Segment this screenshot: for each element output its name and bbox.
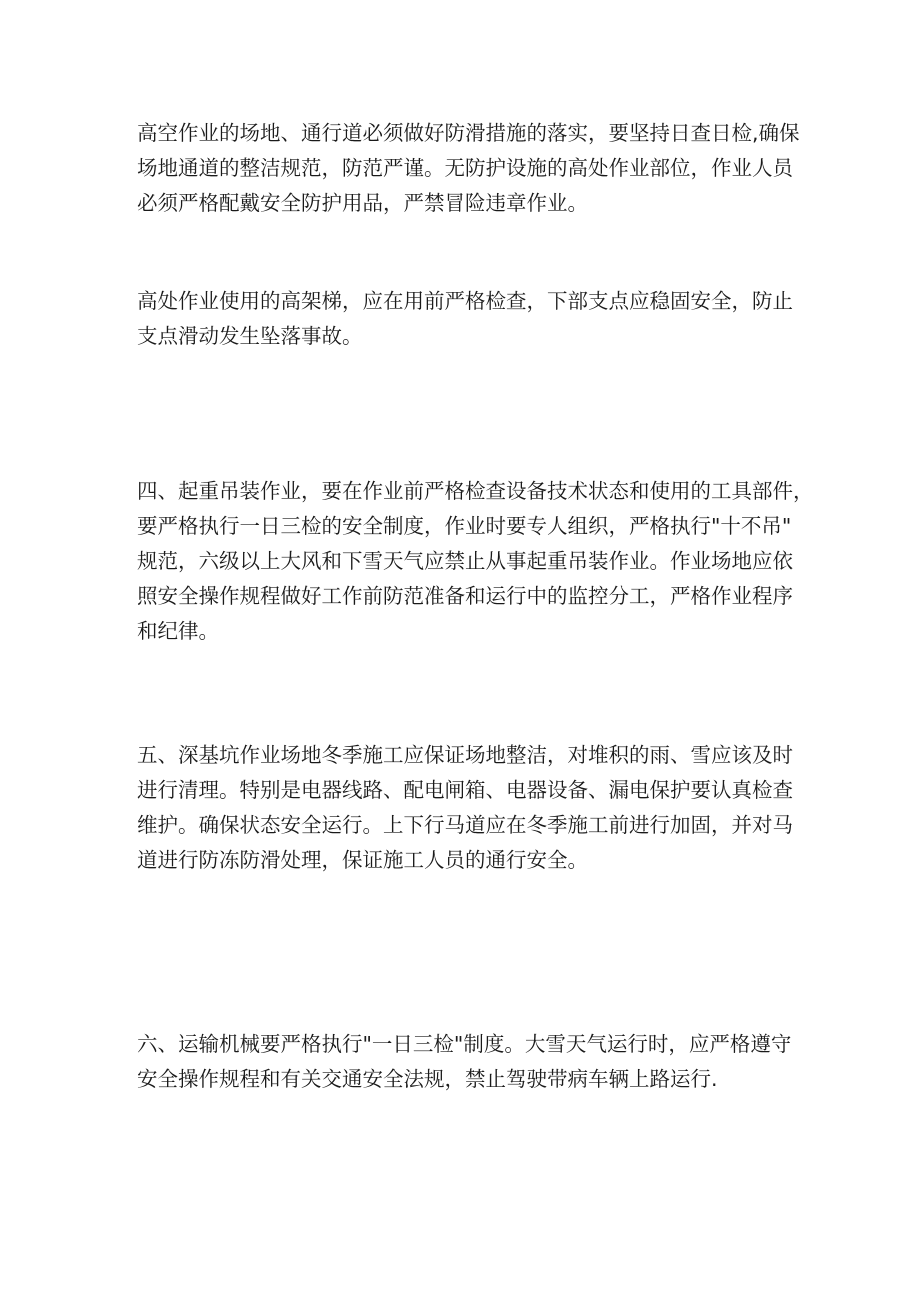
text-line: 要严格执行一日三检的安全制度，作业时要专人组织，严格执行"十不吊" <box>137 514 792 538</box>
text-line: 六、运输机械要严格执行"一日三检"制度。大雪天气运行时，应严格遵守 <box>137 1032 792 1056</box>
text-line: 照安全操作规程做好工作前防范准备和运行中的监控分工，严格作业程序 <box>137 584 793 608</box>
text-line: 支点滑动发生坠落事故。 <box>137 324 363 348</box>
paragraph-section-five-foundation-pit <box>137 738 793 878</box>
text-line: 和纪律。 <box>137 619 219 643</box>
text-line: 四、起重吊装作业，要在作业前严格检查设备技术状态和使用的工具部件， <box>137 479 814 503</box>
text-line: 五、深基坑作业场地冬季施工应保证场地整洁，对堆积的雨、雪应该及时 <box>137 743 793 767</box>
text-line: 规范，六级以上大风和下雪天气应禁止从事起重吊装作业。作业场地应依 <box>137 549 793 573</box>
paragraph-high-ladder <box>137 284 793 354</box>
paragraph-section-four-lifting <box>137 474 814 649</box>
text-line: 场地通道的整洁规范，防范严谨。无防护设施的高处作业部位，作业人员 <box>137 156 793 180</box>
paragraph-section-six-transport <box>137 1027 791 1097</box>
paragraph-high-altitude-site <box>137 116 800 221</box>
text-line: 高空作业的场地、通行道必须做好防滑措施的落实，要坚持日查日检,确保 <box>137 121 800 145</box>
text-line: 维护。确保状态安全运行。上下行马道应在冬季施工前进行加固，并对马 <box>137 813 793 837</box>
text-line: 道进行防冻防滑处理，保证施工人员的通行安全。 <box>137 848 588 872</box>
text-line: 安全操作规程和有关交通安全法规，禁止驾驶带病车辆上路运行. <box>137 1067 718 1091</box>
text-line: 高处作业使用的高架梯，应在用前严格检查，下部支点应稳固安全，防止 <box>137 289 793 313</box>
text-line: 进行清理。特别是电器线路、配电闸箱、电器设备、漏电保护要认真检查 <box>137 778 793 802</box>
text-line: 必须严格配戴安全防护用品，严禁冒险违章作业。 <box>137 191 588 215</box>
